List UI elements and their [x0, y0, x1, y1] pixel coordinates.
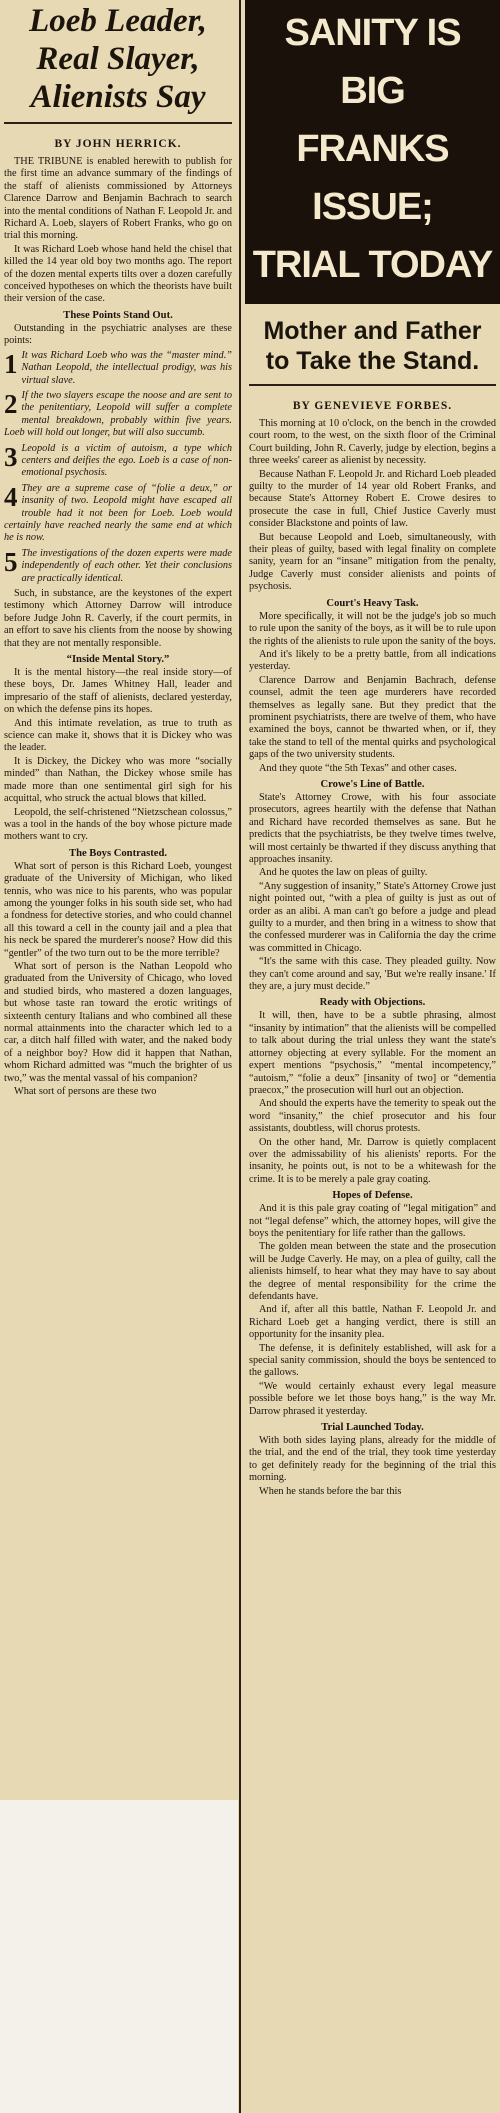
left-headline-line: Loeb Leader,	[29, 3, 207, 39]
paragraph: “We would certainly exhaust every legal measure possible before we let those boys hang,” is the way Mr. Darrow phrased it yesterday.	[249, 1380, 496, 1417]
numbered-point	[4, 443, 232, 480]
paragraph: The golden mean between the state and the prosecution will be Judge Caverly. He may, on a plea of guilty, call the alienists himself, to hear what they may have to say about the degree of mental responsibility for the crime the defendants have.	[249, 1241, 496, 1302]
paragraph: This morning at 10 o'clock, on the bench in the crowded court room, to the west, on the sixth floor of the Criminal Court building, John R. Caverly, judge by election, begins a three weeks' career as alienist by necessity.	[249, 418, 496, 467]
paragraph: What sort of person is the Nathan Leopold who graduated from the University of Chicago, who loved and studied birds, who mastered a dozen languages, but whose taste ran toward the erotic writings of sixteenth century Italians and who combined all these normal attainments into the character which led to a car, a ditch half filled with water, and the naked body of a neighbor boy? How did it happen that Nathan, whom Richard admitted was “much the brighter of us two,” was the mental vassal of his companion?	[4, 960, 232, 1084]
paragraph: “It's the same with this case. They pleaded guilty. Now they can't come around and say, 'But we're really insane.' If they are, a jury must decide.”	[249, 956, 496, 993]
paragraph: And this intimate revelation, as true to truth as science can make it, shows that it is Dickey who was the leader.	[4, 717, 232, 754]
paragraph: And they quote “the 5th Texas” and other cases.	[259, 762, 457, 774]
divider	[4, 122, 232, 124]
paragraph: More specifically, it will not be the judge's job so much to rule upon the sanity of the boys, as it will be to rule upon the rights of the alienists to rule upon the sanity of the boys.	[249, 610, 496, 647]
paragraph: With both sides laying plans, already for the middle of the trial, and the end of the trial, they took time yesterday to get definitely ready for the beginning of the trial this morning.	[249, 1435, 496, 1484]
point-number: 2	[4, 388, 18, 419]
paragraph: Because Nathan F. Leopold Jr. and Richard Loeb pleaded guilty to the murder of 14 year old Robert Franks, and because State's Attorney Robert E. Crowe desires to prosecute the case in full, Chief Justice Caverly must consider Blackstone and points of law.	[249, 468, 496, 530]
paragraph: What sort of persons are these two	[14, 1086, 157, 1098]
deck-headline	[249, 316, 496, 376]
left-headline-line: Real Slayer,	[36, 41, 200, 77]
numbered-point	[4, 350, 232, 387]
paragraph: It will, then, have to be a subtle phrasing, almost “insanity by intimation” that the alienists will be compelled to talk about during the trial unless they want the state's attorney objecting at every syllable. For the moment an expert mentions “psychosis,” “mental incompetency,” “autoism,” “folie a deux” [insanity of two] or “dementia praecox,” the prosecution will hurl out an objection.	[249, 1010, 496, 1096]
paragraph: Outstanding in the psychiatric analyses are these points:	[4, 322, 232, 347]
paragraph: On the other hand, Mr. Darrow is quietly complacent over the admissability of his alienists' reports. For the insanity, he points out, is not to be a whitewash for the crime. It is to be merely a pale gray coating.	[249, 1136, 496, 1185]
paragraph: State's Attorney Crowe, with his four associate prosecutors, agrees heartily with the defense that Nathan and Richard have recorded themselves as sane. But he predicts that the psychiatrists, be they twelve times twelve, will most certainly be thwarted if they discuss anything that approaches insanity.	[249, 791, 496, 865]
numbered-point	[4, 390, 232, 440]
subheading: “Inside Mental Story.”	[66, 654, 170, 666]
divider	[249, 384, 496, 386]
subheading: The Boys Contrasted.	[69, 847, 167, 859]
paragraph: Leopold, the self-christened “Nietzschean colossus,” was a tool in the hands of the boy whose picture made mothers want to cry.	[4, 806, 232, 843]
banner-line: SANITY IS BIG	[284, 12, 461, 112]
point-number: 5	[4, 546, 18, 577]
subheading: Trial Launched Today.	[321, 1422, 424, 1434]
paragraph: And if, after all this battle, Nathan F. Leopold Jr. and Richard Loeb get a hanging verdict, there is still an opportunity for the insanity plea.	[249, 1304, 496, 1341]
subheading: Court's Heavy Task.	[326, 597, 419, 609]
paragraph: It was Richard Loeb whose hand held the chisel that killed the 14 year old boy two months ago. The report of the dozen mental experts tilts over a dozen carefully conceived hypotheses on which the theorists have built their version of the case.	[4, 243, 232, 305]
point-text: It was Richard Loeb who was the “master mind.” Nathan Leopold, the intellectual prodigy, was his virtual slave.	[21, 349, 232, 386]
left-headline-line: Alienists Say	[30, 79, 206, 115]
subheading: Crowe's Line of Battle.	[320, 778, 425, 790]
paragraph: And it's likely to be a pretty battle, from all indications yesterday.	[249, 648, 496, 673]
paragraph: The defense, it is definitely established, will ask for a special sanity commission, should the boys be sentenced to the gallows.	[249, 1342, 496, 1379]
paragraph: But because Leopold and Loeb, simultaneously, with their pleas of guilty, based with legal finality on complete sanity, yearn for an “insane” mitigation from the penalty, Judge Caverly must consider alienists and points of psychosis.	[249, 531, 496, 593]
banner-line: FRANKS ISSUE;	[296, 128, 449, 228]
banner-line: TRIAL TODAY	[252, 244, 493, 286]
paragraph: It is Dickey, the Dickey who was more “socially minded” than Nathan, the Dickey whose smile has made more than one sentimental girl sigh for his acquittal, who struck the actual blows that killed.	[4, 755, 232, 805]
point-number: 3	[4, 441, 18, 472]
point-text: The investigations of the dozen experts were made independently of each other. Yet their conclusions are practically identical.	[21, 547, 232, 584]
subheading: Hopes of Defense.	[332, 1190, 413, 1202]
column-rule	[239, 0, 241, 2113]
left-byline: BY JOHN HERRICK.	[54, 138, 182, 150]
left-headline	[4, 2, 232, 116]
left-column	[0, 0, 236, 1800]
banner-headline	[245, 0, 500, 304]
point-text: Leopold is a victim of autoism, a type which centers and deifies the ego. Loeb is a case of non-emotional psychosis.	[21, 442, 232, 479]
paragraph: “Any suggestion of insanity,” State's Attorney Crowe just night pointed out, “with a plea of guilty is just as out of order as an alibi. A man can't go before a judge and plead guilty to a murder, and then bring in a witness to show that the confessed murderer was in California the day the crime was committed in Chicago.	[249, 880, 496, 954]
paragraph: What sort of person is this Richard Loeb, youngest graduate of the University of Michigan, who liked tennis, who was nice to his parents, who was popular among the younger folks in his south side set, who had a fondness for detective stories, and who could channel all this toward a cell in the county jail and a plea that his neck be spared the murderer's noose? How did this “gentler” of the two turn out to be the more terrible?	[4, 860, 232, 959]
blank-area	[0, 1800, 238, 2113]
right-byline: BY GENEVIEVE FORBES.	[292, 400, 453, 412]
point-text: They are a supreme case of “folie a deux,” or insanity of two. Leopold might have escaped all trouble had it not been for Loeb. Loeb would certainly have reached nearly the same end at which he is now.	[4, 482, 232, 544]
point-text: If the two slayers escape the noose and are sent to the penitentiary, Leopold will suffer a complete mental breakdown, probably within five years. Loeb will hold out longer, but will also succumb.	[4, 389, 232, 439]
paragraph: And it is this pale gray coating of “legal mitigation” and not “legal defense” which, the attorney hopes, will give the boys the penitentiary for life rather than the gallows.	[249, 1203, 496, 1239]
paragraph: Such, in substance, are the keystones of the expert testimony which Attorney Darrow will introduce before Judge John R. Caverly, if the court permits, in an effort to save his clients from the noose by showing that they are not mentally responsible.	[4, 588, 232, 649]
numbered-point	[4, 483, 232, 545]
subheading: Ready with Objections.	[319, 997, 426, 1009]
numbered-point	[4, 548, 232, 585]
paragraph: Clarence Darrow and Benjamin Bachrach, defense counsel, admit the teen age murderers have recorded themselves as legally sane. But they predict that the prominent psychiatrists, there are twelve of them, who have examined the boys, cannot be thwarted when, or if, they take the stand to tell of the mental quirks and psychological gaps of the two university students.	[249, 674, 496, 761]
point-number: 4	[4, 481, 18, 512]
paragraph: And should the experts have the temerity to speak out the word “insanity,” the chief prosecutor and his four assistants, doubtless, will chorus protests.	[249, 1098, 496, 1135]
paragraph: THE TRIBUNE is enabled herewith to publish for the first time an advance summary of the findings of the staff of alienists commissioned by Attorneys Clarence Darrow and Benjamin Bachrach to search into the mental conditions of Nathan F. Leopold Jr. and Richard A. Loeb, slayers of Robert Franks, who go on trial this morning.	[4, 156, 232, 242]
subheading: These Points Stand Out.	[63, 309, 173, 321]
paragraph: And he quotes the law on pleas of guilty.	[259, 867, 428, 879]
right-column	[245, 0, 500, 2113]
paragraph: It is the mental history—the real inside story—of these boys, Dr. James Whitney Hall, leader and impresario of the staff of alienists, declared yesterday, on which the defense pins its hopes.	[4, 667, 232, 716]
paragraph: When he stands before the bar this	[259, 1485, 402, 1497]
deck-line: to Take the Stand.	[265, 347, 480, 375]
point-number: 1	[4, 348, 18, 379]
deck-line: Mother and Father	[263, 317, 482, 345]
